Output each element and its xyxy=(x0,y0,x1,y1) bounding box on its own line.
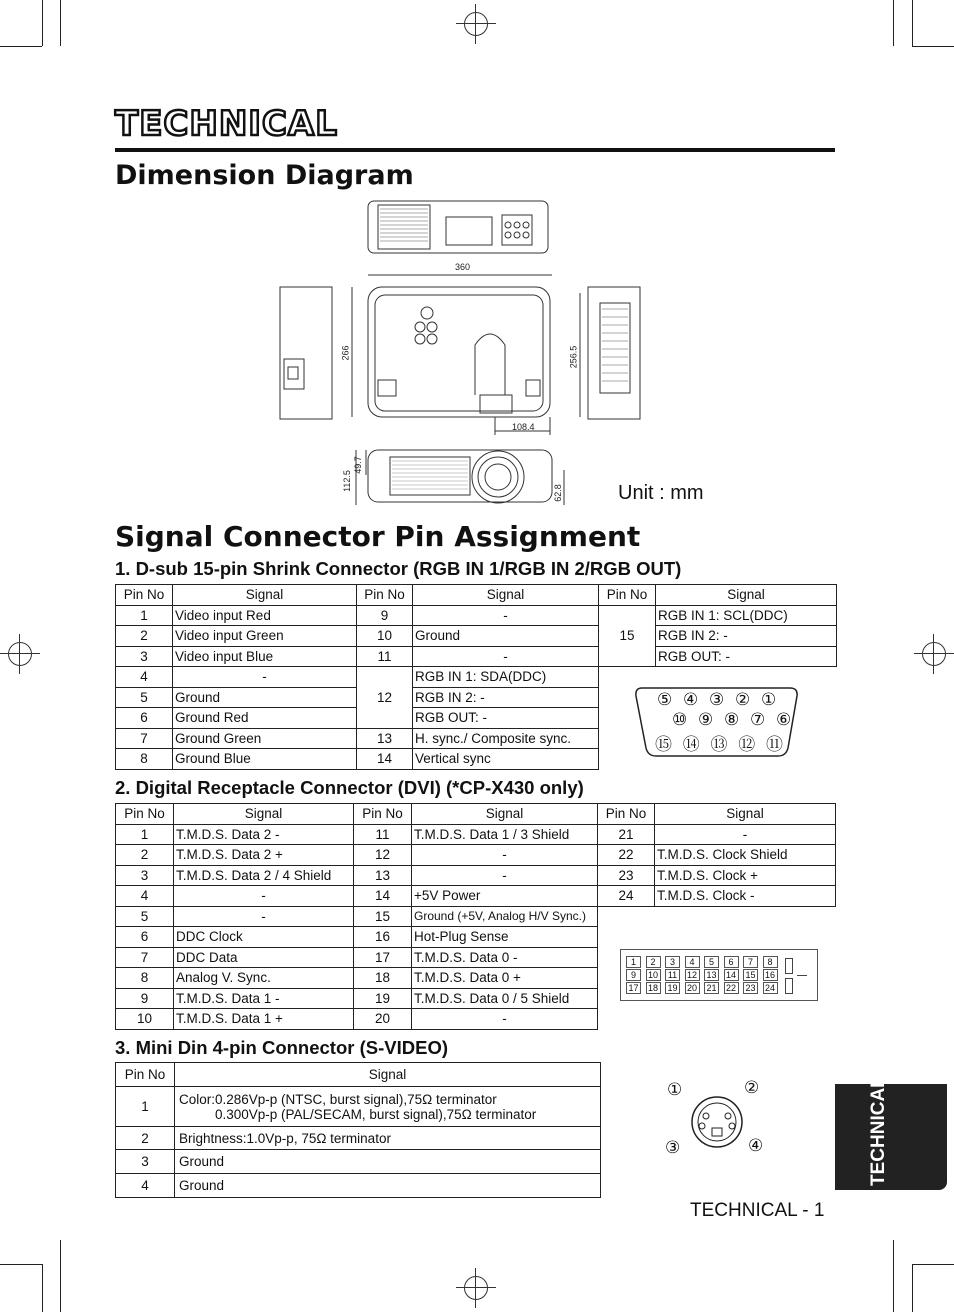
dvi-pin: 21 xyxy=(704,982,719,994)
side-tab xyxy=(835,1084,947,1190)
crop-mark xyxy=(60,1240,61,1312)
dvi-pin: 10 xyxy=(646,969,661,981)
header-cell: Pin No xyxy=(599,585,656,606)
crop-mark xyxy=(912,46,954,47)
pin-signal: RGB OUT: - xyxy=(656,646,837,667)
pin-no: 17 xyxy=(354,947,412,968)
svideo-pin-4: ④ xyxy=(748,1136,764,1155)
signal-heading: Signal Connector Pin Assignment xyxy=(115,520,641,553)
pin-no: 13 xyxy=(354,865,412,886)
crop-mark xyxy=(0,1264,42,1265)
table-row xyxy=(116,824,836,845)
pin-signal: Analog V. Sync. xyxy=(174,968,354,989)
pin-signal: +5V Power xyxy=(412,886,598,907)
pin-no: 11 xyxy=(357,646,413,667)
crop-mark xyxy=(893,1240,894,1312)
pin-signal: Ground Green xyxy=(173,728,357,749)
pin-no: 21 xyxy=(598,824,655,845)
dvi-blade-slot xyxy=(785,958,793,974)
dvi-pin: 22 xyxy=(724,982,739,994)
header-cell: Pin No xyxy=(354,804,412,825)
page-title: TECHNICAL xyxy=(115,104,338,144)
header-cell: Signal xyxy=(655,804,836,825)
pin-signal: T.M.D.S. Data 0 - xyxy=(412,947,598,968)
pin-no: 14 xyxy=(357,749,413,770)
pin-signal: DDC Clock xyxy=(174,927,354,948)
crop-mark xyxy=(912,1264,913,1312)
pin-label: ⑪ xyxy=(765,735,786,754)
dim-height2: 49.7 xyxy=(352,456,363,474)
pin-no: 1 xyxy=(116,824,174,845)
svideo-pin-table xyxy=(115,1062,601,1198)
side-tab-label: TECHNICAL xyxy=(868,1076,889,1186)
pin-signal-line: Color:0.286Vp-p (NTSC, burst signal),75Ω terminator xyxy=(179,1091,497,1107)
pin-label: ② xyxy=(734,690,754,709)
pin-signal: Video input Red xyxy=(173,605,357,626)
pin-signal: - xyxy=(412,1009,598,1030)
pin-signal-line: 0.300Vp-p (PAL/SECAM, burst signal),75Ω terminator xyxy=(215,1106,537,1122)
pin-no: 9 xyxy=(116,988,174,1009)
pin-signal: RGB IN 1: SDA(DDC) xyxy=(413,667,599,688)
table-row xyxy=(116,927,836,948)
pin-no: 5 xyxy=(116,906,174,927)
pin-signal: Ground xyxy=(175,1150,601,1174)
table-header-row xyxy=(116,804,836,825)
pin-signal: T.M.D.S. Data 2 / 4 Shield xyxy=(174,865,354,886)
table-row xyxy=(116,906,836,927)
svideo-pin-1: ① xyxy=(667,1080,683,1099)
pin-no: 14 xyxy=(354,886,412,907)
table-row xyxy=(116,1009,836,1030)
pin-no: 4 xyxy=(116,667,173,688)
pin-signal: T.M.D.S. Clock Shield xyxy=(655,845,836,866)
pin-signal: Ground xyxy=(175,1174,601,1198)
dvi-pin: 13 xyxy=(704,969,719,981)
pin-no: 10 xyxy=(116,1009,174,1030)
pin-no: 5 xyxy=(116,687,173,708)
pin-label: ⑦ xyxy=(749,710,769,729)
dvi-pin: 5 xyxy=(704,956,719,968)
pin-signal: RGB IN 2: - xyxy=(413,687,599,708)
dsub-pins-row2 xyxy=(672,710,794,730)
svideo-pin-3: ③ xyxy=(665,1138,681,1157)
pin-no: 23 xyxy=(598,865,655,886)
dimension-heading: Dimension Diagram xyxy=(115,160,414,191)
crop-mark xyxy=(912,1264,954,1265)
pin-signal: T.M.D.S. Data 2 + xyxy=(174,845,354,866)
dvi-blade-slot xyxy=(785,978,793,994)
dvi-pin: 7 xyxy=(743,956,758,968)
dsub-title: 1. D-sub 15-pin Shrink Connector (RGB IN 1/RGB IN 2/RGB OUT) xyxy=(115,558,682,579)
page-number: TECHNICAL - 1 xyxy=(690,1200,825,1221)
pin-signal xyxy=(175,1087,601,1127)
table-row xyxy=(116,1174,601,1198)
pin-no: 7 xyxy=(116,947,174,968)
table-row xyxy=(116,1150,601,1174)
table-row xyxy=(116,605,837,626)
svideo-title: 3. Mini Din 4-pin Connector (S-VIDEO) xyxy=(115,1037,448,1058)
svideo-pin-2: ② xyxy=(744,1078,760,1097)
pin-no: 2 xyxy=(116,845,174,866)
dvi-pin: 4 xyxy=(685,956,700,968)
crop-mark xyxy=(42,0,43,46)
pin-label: ⑨ xyxy=(697,710,717,729)
header-cell: Pin No xyxy=(116,585,173,606)
pin-label: ⑮ xyxy=(655,735,675,754)
pin-no: 18 xyxy=(354,968,412,989)
pin-no: 3 xyxy=(116,865,174,886)
pin-signal: T.M.D.S. Data 2 - xyxy=(174,824,354,845)
pin-no: 4 xyxy=(116,886,174,907)
dvi-pin: 15 xyxy=(743,969,758,981)
pin-signal: RGB IN 1: SCL(DDC) xyxy=(656,605,837,626)
dvi-pin: 14 xyxy=(724,969,739,981)
pin-no: 15 xyxy=(354,906,412,927)
pin-no: 13 xyxy=(357,728,413,749)
pin-signal: - xyxy=(174,886,354,907)
table-row xyxy=(116,865,836,886)
dvi-pin: 12 xyxy=(685,969,700,981)
pin-no: 15 xyxy=(599,605,656,667)
crop-mark xyxy=(42,1264,43,1312)
table-row xyxy=(116,646,837,667)
table-row xyxy=(116,626,837,647)
dim-height: 112.5 xyxy=(341,470,352,492)
pin-no: 1 xyxy=(116,605,173,626)
dvi-pin: 9 xyxy=(626,969,641,981)
pin-no: 3 xyxy=(116,646,173,667)
pin-signal: T.M.D.S. Data 1 + xyxy=(174,1009,354,1030)
crop-mark xyxy=(893,0,894,46)
dvi-connector-diagram xyxy=(620,949,818,1001)
pin-no: 9 xyxy=(357,605,413,626)
header-cell: Signal xyxy=(174,804,354,825)
unit-label: Unit : mm xyxy=(618,482,704,504)
dim-depth: 266 xyxy=(340,345,351,361)
table-row xyxy=(116,845,836,866)
pin-signal: T.M.D.S. Clock - xyxy=(655,886,836,907)
registration-mark xyxy=(456,4,496,44)
pin-label: ① xyxy=(760,690,780,709)
pin-no: 2 xyxy=(116,1127,175,1150)
dvi-pin: 6 xyxy=(724,956,739,968)
pin-signal: Ground Blue xyxy=(173,749,357,770)
pin-label: ⑭ xyxy=(682,735,703,754)
pin-no: 8 xyxy=(116,749,173,770)
dim-width: 360 xyxy=(455,262,471,272)
pin-label: ⑥ xyxy=(775,710,795,729)
dvi-pin: 11 xyxy=(665,969,680,981)
pin-signal: Ground xyxy=(413,626,599,647)
dvi-pin: 20 xyxy=(685,982,700,994)
pin-signal: T.M.D.S. Data 0 + xyxy=(412,968,598,989)
dvi-pin: 2 xyxy=(646,956,661,968)
registration-mark xyxy=(456,1268,496,1308)
table-row xyxy=(116,1127,601,1150)
pin-signal: Hot-Plug Sense xyxy=(412,927,598,948)
dvi-pin: 23 xyxy=(743,982,758,994)
pin-signal: Ground Red xyxy=(173,708,357,729)
table-row xyxy=(116,1087,601,1127)
table-header-row xyxy=(116,1063,601,1087)
crop-mark xyxy=(0,46,42,47)
pin-no: 10 xyxy=(357,626,413,647)
pin-no: 6 xyxy=(116,927,174,948)
pin-no: 6 xyxy=(116,708,173,729)
dvi-pin: 3 xyxy=(665,956,680,968)
pin-signal: Brightness:1.0Vp-p, 75Ω terminator xyxy=(175,1127,601,1150)
registration-mark xyxy=(914,634,954,674)
pin-no: 19 xyxy=(354,988,412,1009)
pin-no: 12 xyxy=(354,845,412,866)
dim-lens-height: 62.8 xyxy=(552,484,563,502)
dvi-pin: 24 xyxy=(763,982,778,994)
pin-no: 8 xyxy=(116,968,174,989)
pin-signal: T.M.D.S. Data 1 - xyxy=(174,988,354,1009)
header-cell: Pin No xyxy=(116,1063,175,1087)
pin-signal: H. sync./ Composite sync. xyxy=(413,728,599,749)
dimension-diagram xyxy=(270,195,660,515)
pin-no: 1 xyxy=(116,1087,175,1127)
pin-no: 4 xyxy=(116,1174,175,1198)
table-row xyxy=(116,886,836,907)
pin-signal: - xyxy=(412,865,598,886)
pin-no: 3 xyxy=(116,1150,175,1174)
table-header-row xyxy=(116,585,837,606)
header-cell: Signal xyxy=(173,585,357,606)
dvi-title: 2. Digital Receptacle Connector (DVI) (*CP-X430 only) xyxy=(115,777,584,798)
header-cell: Pin No xyxy=(357,585,413,606)
pin-no: 22 xyxy=(598,845,655,866)
pin-signal: RGB OUT: - xyxy=(413,708,599,729)
header-cell: Signal xyxy=(175,1063,601,1087)
header-cell: Pin No xyxy=(598,804,655,825)
pin-signal: Ground (+5V, Analog H/V Sync.) xyxy=(412,906,598,927)
pin-signal: Ground xyxy=(173,687,357,708)
pin-no: 2 xyxy=(116,626,173,647)
pin-no: 7 xyxy=(116,728,173,749)
pin-label: ⑫ xyxy=(738,735,759,754)
pin-no: 11 xyxy=(354,824,412,845)
dvi-pin: 17 xyxy=(626,982,641,994)
pin-signal: Video input Blue xyxy=(173,646,357,667)
pin-signal: Video input Green xyxy=(173,626,357,647)
pin-no: 16 xyxy=(354,927,412,948)
header-cell: Pin No xyxy=(116,804,174,825)
pin-no: 12 xyxy=(357,667,413,729)
dvi-pin: 8 xyxy=(763,956,778,968)
pin-signal: - xyxy=(174,906,354,927)
pin-signal: RGB IN 2: - xyxy=(656,626,837,647)
pin-signal: - xyxy=(413,646,599,667)
pin-signal: - xyxy=(655,824,836,845)
pin-signal: - xyxy=(173,667,357,688)
pin-label: ⑬ xyxy=(710,735,731,754)
pin-signal: - xyxy=(412,845,598,866)
pin-signal: T.M.D.S. Clock + xyxy=(655,865,836,886)
dsub-pins-row3 xyxy=(655,730,786,755)
header-cell: Signal xyxy=(412,804,598,825)
svideo-connector-diagram xyxy=(682,1092,752,1154)
pin-label: ⑧ xyxy=(723,710,743,729)
dvi-pin: 18 xyxy=(646,982,661,994)
title-rule xyxy=(115,148,835,152)
pin-signal: T.M.D.S. Data 1 / 3 Shield xyxy=(412,824,598,845)
dvi-pin: 19 xyxy=(665,982,680,994)
pin-no: 24 xyxy=(598,886,655,907)
pin-signal: Vertical sync xyxy=(413,749,599,770)
registration-mark xyxy=(0,634,40,674)
dim-lens-offset: 108.4 xyxy=(512,422,535,432)
crop-mark xyxy=(60,0,61,46)
pin-label: ③ xyxy=(708,690,728,709)
pin-no: 20 xyxy=(354,1009,412,1030)
dvi-pin: 1 xyxy=(626,956,641,968)
dvi-pin: 16 xyxy=(763,969,778,981)
pin-label: ⑩ xyxy=(672,710,691,729)
dim-depth2: 256.5 xyxy=(568,345,579,369)
pin-label: ⑤ xyxy=(657,690,676,709)
header-cell: Signal xyxy=(656,585,837,606)
pin-signal: - xyxy=(413,605,599,626)
header-cell: Signal xyxy=(413,585,599,606)
pin-signal: DDC Data xyxy=(174,947,354,968)
pin-signal: T.M.D.S. Data 0 / 5 Shield xyxy=(412,988,598,1009)
crop-mark xyxy=(912,0,913,46)
pin-label: ④ xyxy=(682,690,702,709)
dsub-pins-row1 xyxy=(657,690,779,710)
dvi-blade-line xyxy=(797,975,807,976)
